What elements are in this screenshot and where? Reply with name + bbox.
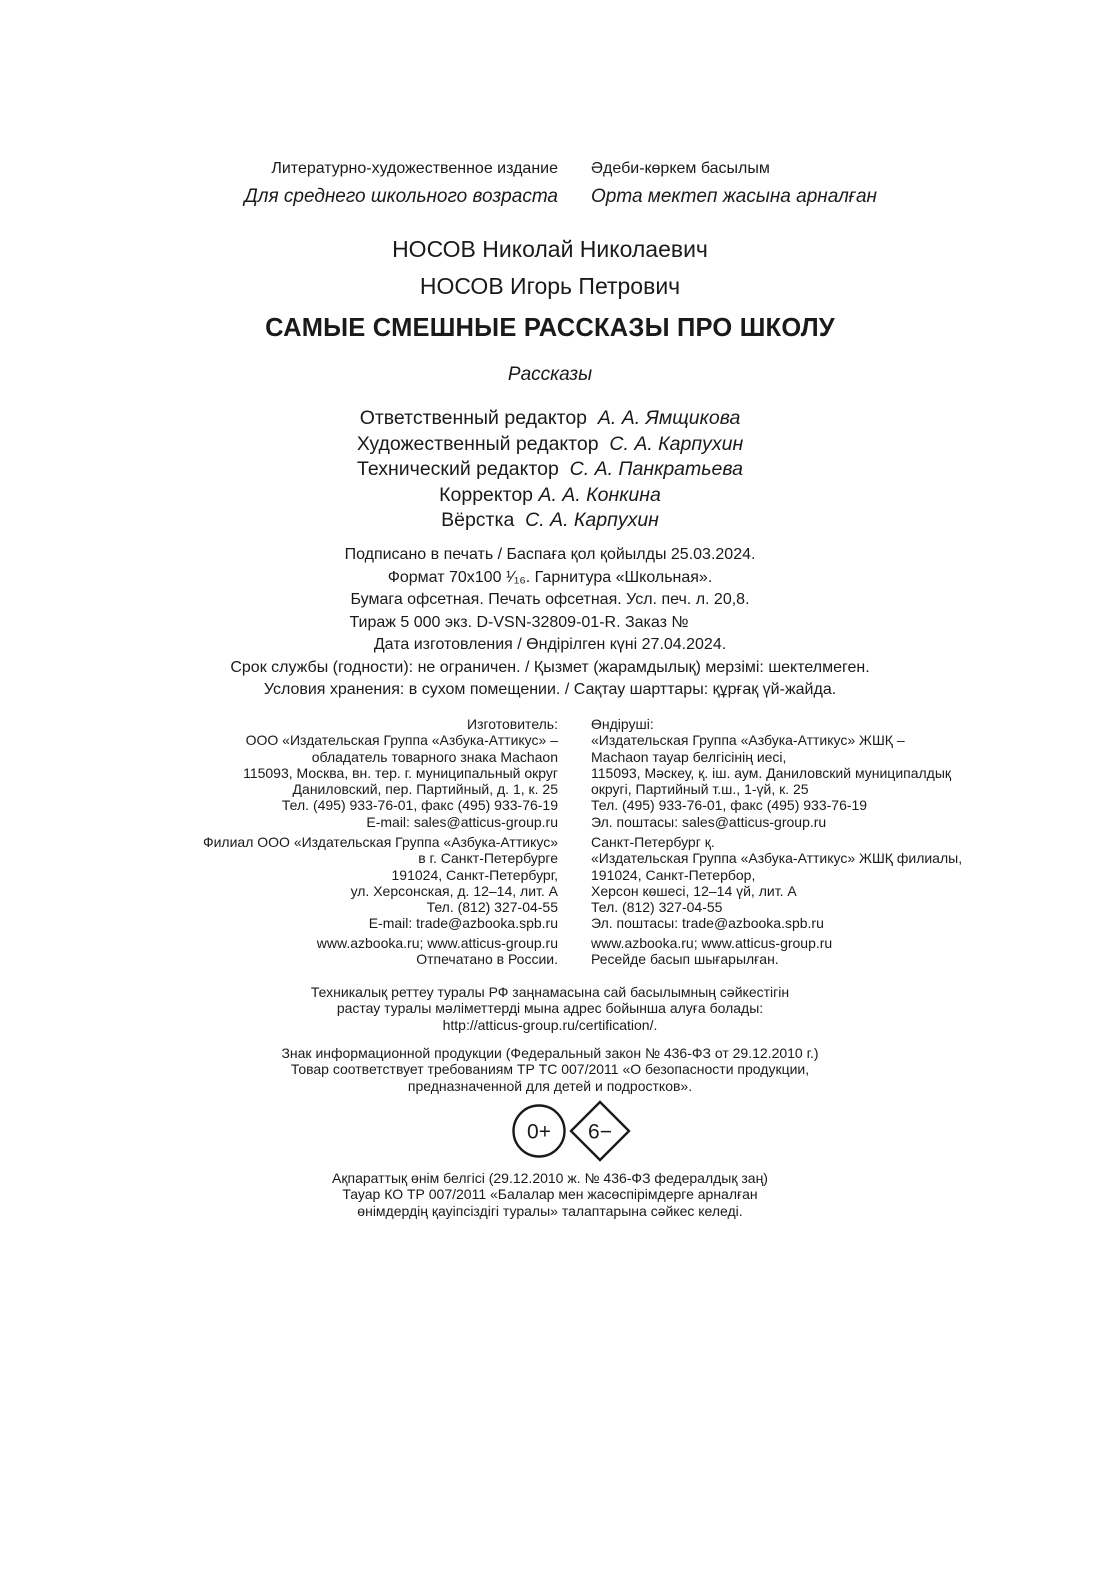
info-kz-line: Ақпараттық өнім белгісі (29.12.2010 ж. № 436-ФЗ федералдық заң) — [332, 1170, 768, 1186]
age-circle-label: 0+ — [527, 1120, 551, 1144]
manufacturer-ru-line: ООО «Издательская Группа «Азбука-Аттикус» – — [245, 732, 558, 749]
age-group-ru: Для среднего школьного возраста — [244, 186, 558, 207]
manufacturer-ru — [243, 716, 558, 830]
branch-kz-line: «Издательская Группа «Азбука-Аттикус» ЖШҚ филиалы, — [591, 850, 963, 867]
certification-line: Техникалық реттеу туралы РФ заңнамасына сай басылымның сәйкестігін — [310, 984, 790, 1000]
info-kz-line: өнімдердің қауіпсіздігі туралы» талаптарына сәйкес келеді. — [357, 1202, 743, 1219]
info-ru-line: Товар соответствует требованиям ТР ТС 007/2011 «О безопасности продукции, — [290, 1061, 810, 1078]
certification-line: http://atticus-group.ru/certification/. — [442, 1016, 658, 1033]
staff-role: Вёрстка — [441, 509, 515, 531]
print-info-line: Формат 70x100 ¹⁄₁₆. Гарнитура «Школьная». — [387, 568, 713, 586]
author-1: НОСОВ Николай Николаевич — [392, 236, 708, 262]
print-info-line: Подписано в печать / Баспаға қол қойылды 25.03.2024. — [344, 546, 756, 563]
manufacturer-ru-line: Тел. (495) 933-76-01, факс (495) 933-76-19 — [281, 797, 558, 814]
staff-list — [0, 406, 1100, 534]
branch-ru-line: ул. Херсонская, д. 12–14, лит. А — [350, 882, 558, 899]
web-ru — [317, 935, 558, 968]
staff-line — [0, 457, 1100, 483]
certification-note — [0, 984, 1100, 1033]
staff-role: Корректор — [439, 483, 534, 506]
edition-type-ru: Литературно-художественное издание — [271, 160, 558, 177]
print-info-line: Дата изготовления / Өндірілген күні 27.04.2024. — [373, 636, 727, 653]
branch-ru-line: 191024, Санкт-Петербург, — [391, 866, 558, 883]
print-info — [0, 544, 1100, 702]
age-group-kz: Орта мектеп жасына арналған — [591, 186, 877, 207]
web-kz — [591, 935, 832, 968]
info-product-note-kz — [0, 1170, 1100, 1219]
web-kz-line: www.azbooka.ru; www.atticus-group.ru — [591, 935, 833, 951]
staff-role: Технический редактор — [357, 458, 559, 480]
manufacturer-ru-line: Изготовитель: — [467, 716, 558, 732]
branch-kz — [591, 834, 962, 932]
edition-type-kz: Әдеби-көркем басылым — [591, 160, 770, 177]
branch-ru-line: Тел. (812) 327-04-55 — [426, 899, 558, 916]
manufacturer-kz-line: округі, Партийный т.ш., 1-үй, к. 25 — [591, 781, 809, 798]
print-info-line-text: Тираж 5 000 экз. D-VSN-32809-01-R. Заказ № — [349, 613, 689, 631]
manufacturer-kz-line: Тел. (495) 933-76-01, факс (495) 933-76-19 — [591, 797, 868, 814]
staff-role: Художественный редактор — [356, 432, 599, 455]
manufacturer-kz-line: «Издательская Группа «Азбука-Аттикус» ЖШҚ – — [591, 732, 905, 749]
genre: Рассказы — [507, 364, 593, 385]
staff-line — [0, 508, 1100, 534]
manufacturer-kz — [591, 716, 951, 830]
age-rating-marks — [505, 1100, 635, 1162]
manufacturer-kz-line: 115093, Мәскеу, қ. іш. аум. Даниловский муниципалдық — [591, 764, 952, 781]
manufacturer-kz-line: Өндіруші: — [591, 716, 654, 732]
staff-name: А. А. Конкина — [538, 483, 661, 506]
manufacturer-ru-line: Даниловский, пер. Партийный, д. 1, к. 25 — [292, 781, 558, 798]
branch-ru-line: в г. Санкт-Петербурге — [418, 850, 558, 867]
print-info-line: Условия хранения: в сухом помещении. / Сақтау шарттары: құрғақ үй-жайда. — [263, 681, 837, 698]
info-ru-line: предназначенной для детей и подростков». — [407, 1077, 693, 1094]
manufacturer-kz-line: Machaon тауар белгісінің иесі, — [591, 748, 787, 765]
branch-kz-line: Санкт-Петербург қ. — [591, 834, 715, 850]
staff-line — [0, 406, 1100, 432]
author-2: НОСОВ Игорь Петрович — [419, 273, 681, 299]
staff-line — [0, 483, 1100, 509]
branch-kz-line: Тел. (812) 327-04-55 — [591, 899, 723, 916]
info-ru-line: Знак информационной продукции (Федеральный закон № 436-ФЗ от 29.12.2010 г.) — [281, 1045, 819, 1061]
info-kz-line: Тауар КО ТР 007/2011 «Балалар мен жасөспірімдерге арналған — [342, 1186, 758, 1203]
branch-ru — [203, 834, 558, 932]
branch-kz-line: Эл. поштасы: trade@azbooka.spb.ru — [591, 915, 824, 932]
staff-name: С. А. Карпухин — [525, 509, 659, 531]
book-title: САМЫЕ СМЕШНЫЕ РАССКАЗЫ ПРО ШКОЛУ — [265, 314, 835, 342]
manufacturer-ru-line: E-mail: sales@atticus-group.ru — [366, 813, 558, 830]
branch-ru-line: E-mail: trade@azbooka.spb.ru — [368, 915, 558, 932]
staff-name: С. А. Панкратьева — [569, 458, 743, 480]
staff-role: Ответственный редактор — [359, 407, 588, 429]
manufacturer-ru-line: 115093, Москва, вн. тер. г. муниципальный округ — [243, 764, 558, 781]
branch-kz-line: Херсон көшесі, 12–14 үй, лит. А — [591, 882, 797, 899]
branch-ru-line: Филиал ООО «Издательская Группа «Азбука-Аттикус» — [202, 834, 558, 850]
manufacturer-kz-line: Эл. поштасы: sales@atticus-group.ru — [591, 813, 827, 830]
staff-name: С. А. Карпухин — [609, 432, 744, 455]
print-info-line — [0, 612, 1100, 635]
info-product-note-ru — [0, 1045, 1100, 1094]
branch-kz-line: 191024, Санкт-Петербор, — [591, 866, 756, 883]
age-diamond-label: 6− — [588, 1120, 612, 1144]
web-ru-line: Отпечатано в России. — [416, 951, 558, 968]
web-kz-line: Ресейде басып шығарылған. — [591, 951, 779, 968]
staff-line — [0, 432, 1100, 458]
manufacturer-ru-line: обладатель товарного знака Machaon — [311, 748, 558, 765]
web-ru-line: www.azbooka.ru; www.atticus-group.ru — [316, 935, 558, 951]
print-info-line: Срок службы (годности): не ограничен. / Қызмет (жарамдылық) мерзімі: шектелмеген. — [230, 658, 870, 676]
staff-name: А. А. Ямщикова — [597, 407, 741, 429]
certification-line: растау туралы мәліметтерді мына адрес бойынша алуға болады: — [336, 1000, 764, 1017]
print-info-line: Бумага офсетная. Печать офсетная. Усл. печ. л. 20,8. — [350, 591, 750, 608]
